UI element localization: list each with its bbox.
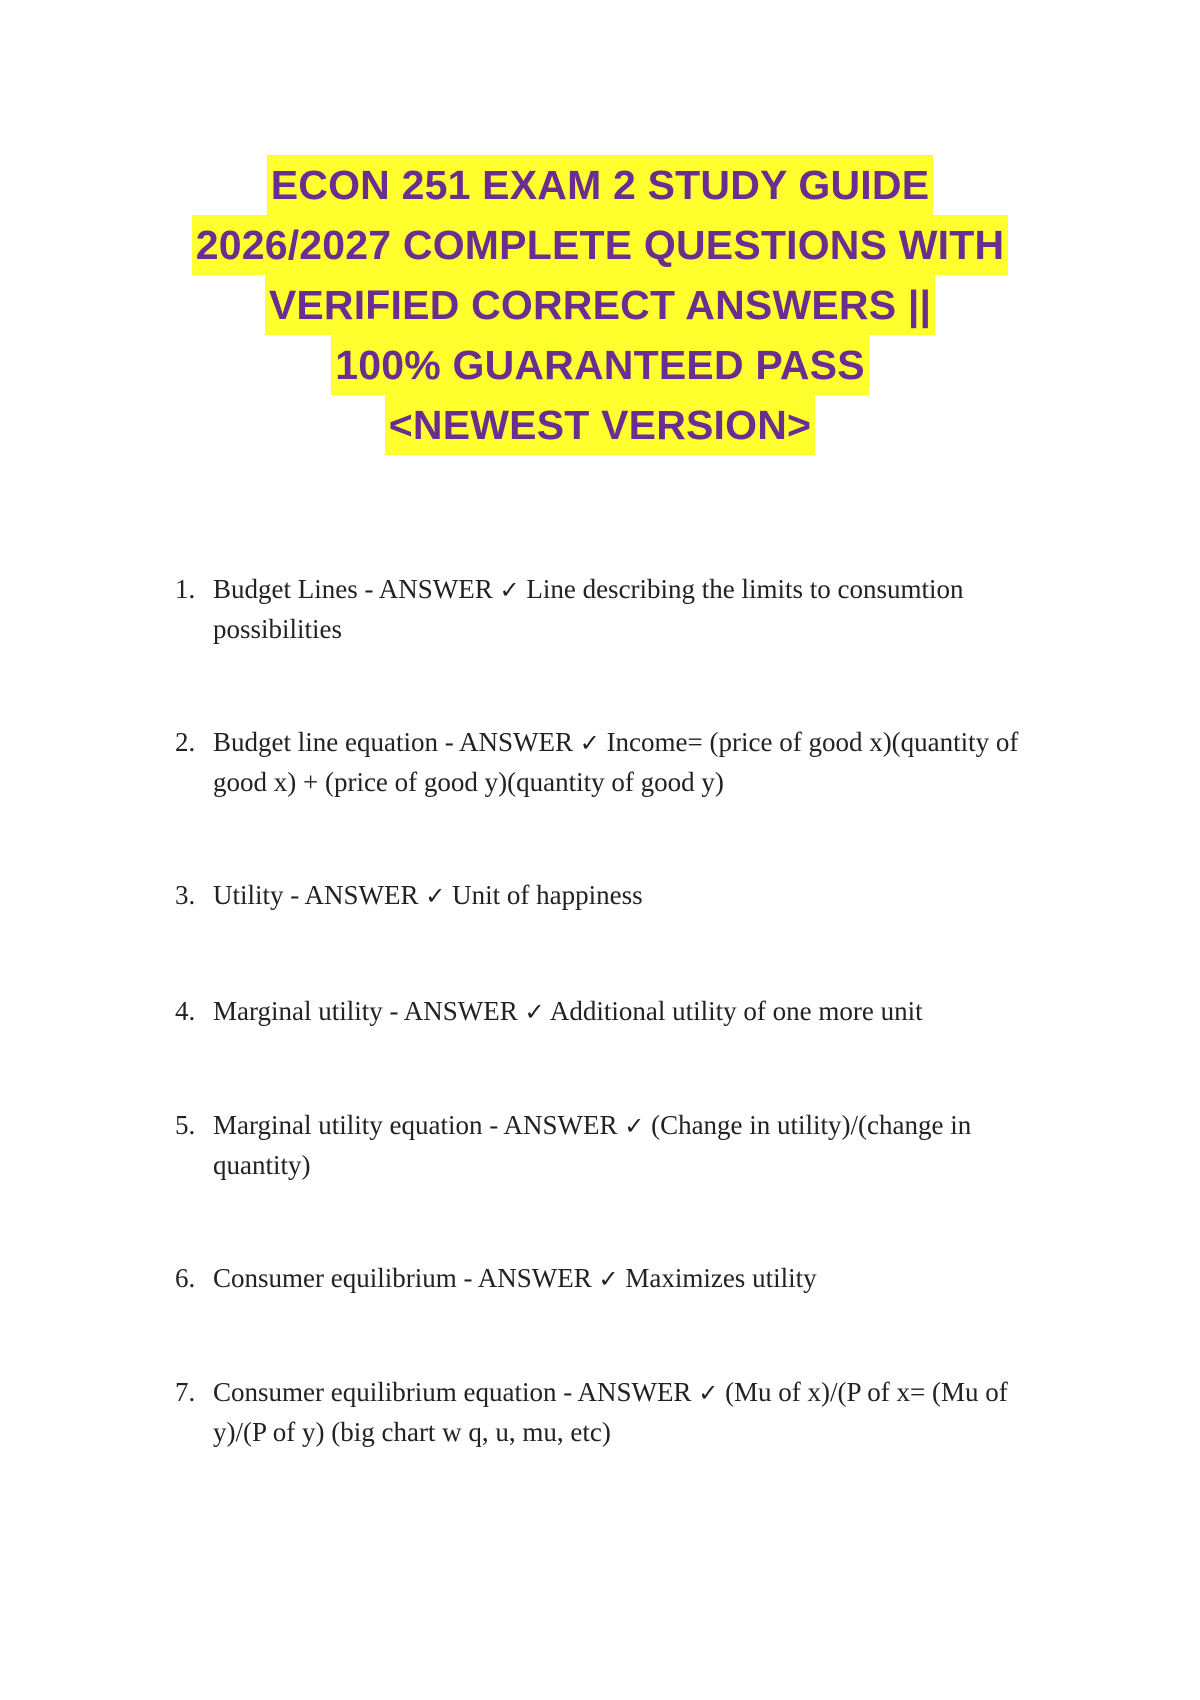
item-text <box>213 570 1055 649</box>
check-icon: ✓ <box>598 1265 619 1293</box>
item-term: Consumer equilibrium equation - ANSWER <box>213 1377 692 1407</box>
title-line-4: 100% GUARANTEED PASS <box>331 335 869 395</box>
list-item <box>175 876 1055 916</box>
item-text <box>213 1373 1055 1452</box>
item-number: 1. <box>175 574 196 604</box>
item-number: 2. <box>175 727 196 757</box>
item-number: 3. <box>175 880 196 910</box>
item-number: 6. <box>175 1263 196 1293</box>
item-answer: (Change in utility)/(change in quantity) <box>213 1110 972 1180</box>
item-answer: Income= (price of good x)(quantity of good x) + (price of good y)(quantity of good y) <box>213 727 1019 797</box>
check-icon: ✓ <box>425 882 446 910</box>
item-text <box>213 876 1055 916</box>
item-term: Marginal utility - ANSWER <box>213 996 518 1026</box>
title-line-5: <NEWEST VERSION> <box>385 395 815 455</box>
list-item <box>175 723 1055 802</box>
item-number: 5. <box>175 1110 196 1140</box>
item-answer: Unit of happiness <box>452 880 643 910</box>
check-icon: ✓ <box>624 1112 645 1140</box>
list-item <box>175 1373 1055 1452</box>
list-item <box>175 570 1055 649</box>
title-line-2: 2026/2027 COMPLETE QUESTIONS WITH <box>192 215 1009 275</box>
title-line-1: ECON 251 EXAM 2 STUDY GUIDE <box>267 155 934 215</box>
item-term: Marginal utility equation - ANSWER <box>213 1110 618 1140</box>
item-answer: Additional utility of one more unit <box>549 996 923 1026</box>
item-text <box>213 992 1055 1032</box>
list-item <box>175 1106 1055 1185</box>
check-icon: ✓ <box>698 1379 719 1407</box>
item-text <box>213 1259 1055 1299</box>
check-icon: ✓ <box>579 729 600 757</box>
list-item <box>175 992 1055 1032</box>
title-line-3: VERIFIED CORRECT ANSWERS || <box>265 275 935 335</box>
item-term: Budget line equation - ANSWER <box>213 727 573 757</box>
check-icon: ✓ <box>499 576 520 604</box>
item-text <box>213 723 1055 802</box>
item-number: 4. <box>175 996 196 1026</box>
check-icon: ✓ <box>524 998 545 1026</box>
item-text <box>213 1106 1055 1185</box>
item-term: Consumer equilibrium - ANSWER <box>213 1263 592 1293</box>
item-answer: Line describing the limits to consumtion possibilities <box>213 574 964 644</box>
item-number: 7. <box>175 1377 196 1407</box>
list-item <box>175 1259 1055 1299</box>
item-answer: (Mu of x)/(P of x= (Mu of y)/(P of y) (big chart w q, u, mu, etc) <box>213 1377 1008 1447</box>
item-answer: Maximizes utility <box>625 1263 817 1293</box>
item-term: Budget Lines - ANSWER <box>213 574 493 604</box>
item-term: Utility - ANSWER <box>213 880 419 910</box>
